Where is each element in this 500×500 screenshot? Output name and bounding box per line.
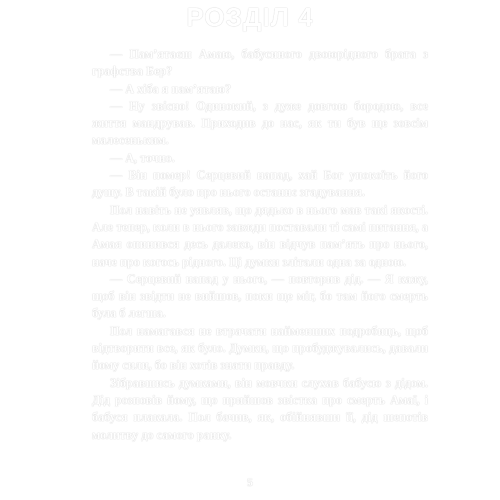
paragraph: — Він помер! Серцевий напад, хай Бог упокоїть його душу. В такій було про нього останнє згадування. [92, 168, 428, 200]
paragraph: Пол навіть не уявляв, що дядько в нього мав такі якості. Але тепер, коли в нього завжди поставали ті самі питання, а Амая опинився десь далеко, він відчув пам’ять про нього, наче про когось рідного. Ці думки злітали одна за одною. [92, 202, 428, 269]
paragraph: Зібравшись думками, він мовчки слухав бабусю з дідом. Дід розповів йому, що прийшов звістка про смерть Амаї, і бабуся плакала. Пол бачив, як, обійнявши її, дід шепотів молитву до самого ранку. [92, 375, 428, 442]
page-number: 5 [247, 475, 253, 489]
chapter-title: РОЗДІЛ 4 [186, 2, 314, 32]
paragraph: — А хіба я пам’ятаю? [110, 81, 232, 96]
paragraph: — Пам’ятаєш Амаю, бабусиного двоюрідного брата з графства Бер? [92, 47, 428, 79]
paragraph: Пол намагався не втрачати найменших подробиць, щоб відтворити все, як було. Думки, що пробуджувались, давали йому сили, бо він хотів знати правду. [92, 323, 428, 373]
body-text [92, 46, 428, 444]
paragraph: — Серцевий напад у нього, — повторив дід. — Я кажу, щоб він звідти не вийшов, поки ще міг, бо там його смерть була б легша. [92, 271, 428, 321]
paragraph: — Ну звісно! Одинокий, з дуже довгою бородою, все життя мандрував. Приходив до нас, як ти був ще зовсім малесеньким. [92, 98, 428, 148]
paragraph: — А, точно. [110, 150, 175, 165]
